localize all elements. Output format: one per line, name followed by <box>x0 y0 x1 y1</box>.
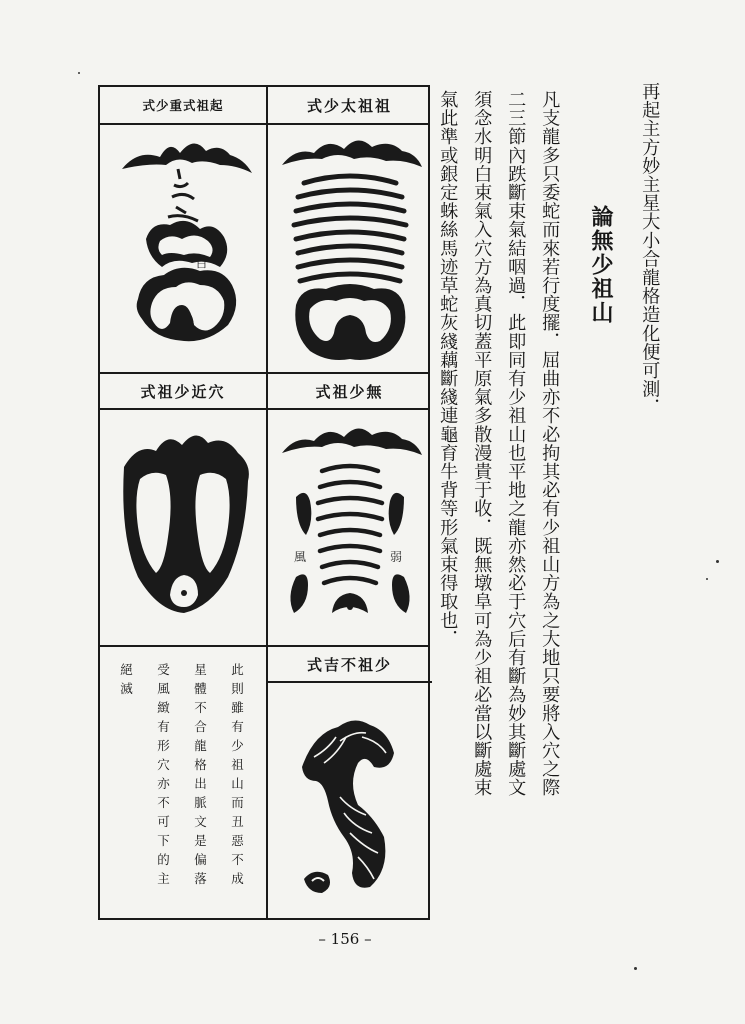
caption-mid-left: 式祖少近穴 <box>140 382 226 401</box>
text-column-4: 氣此準或銀定蛛絲馬迹草蛇灰綫藕斷綫連龜育牛背等形氣束得取也． <box>437 90 459 648</box>
section-heading: 論無少祖山 <box>588 205 614 325</box>
mountain-diagram-top-left <box>108 129 258 369</box>
column-divider <box>266 87 268 918</box>
mountain-diagram-bottom-right <box>274 697 426 915</box>
mountain-diagram-mid-left <box>108 417 258 641</box>
mountain-diagram-top-right <box>274 129 426 369</box>
mark-label: 白 <box>196 257 207 270</box>
text-column-3: 須念水明白束氣入穴方為真切蓋平原氣多散漫貴于收．既無墩阜可為少祖必當以斷處束 <box>471 90 493 797</box>
caption-top-left: 式少重式祖起 <box>142 98 224 113</box>
scan-speck <box>634 967 637 970</box>
caption-mid-right: 式祖少無 <box>315 382 384 401</box>
row-divider <box>100 123 428 125</box>
note-column-2: 星體不合龍格出脈文是偏落 <box>192 663 208 891</box>
label-weak: 弱 <box>390 550 403 564</box>
note-column-3: 受風緻有形穴亦不可下的主 <box>155 663 171 891</box>
diagram-table <box>98 85 430 920</box>
scan-speck <box>716 560 719 563</box>
label-wind: 風 <box>294 550 307 564</box>
caption-bottom-right: 式吉不祖少 <box>306 655 392 674</box>
scan-speck <box>78 72 80 74</box>
note-column-1: 此則雖有少祖山而丑惡不成 <box>229 663 245 891</box>
previous-line: 再起主方妙主星大小合龍格造化便可測． <box>639 82 661 417</box>
note-column-4: 絕滅 <box>118 663 134 701</box>
page-number: – 156 – <box>318 930 372 948</box>
caption-top-right: 式少太祖祖 <box>306 96 392 115</box>
mountain-diagram-mid-right <box>274 417 426 641</box>
text-column-2: 二三節內跌斷束氣結咽過．此即同有少祖山也平地之龍亦然必于穴后有斷為妙其斷處文 <box>505 90 527 797</box>
scan-speck <box>706 578 708 580</box>
text-column-1: 凡支龍多只委蛇而來若行度擺．屈曲亦不必拘其必有少祖山方為之大地只要將入穴之際 <box>539 90 561 797</box>
